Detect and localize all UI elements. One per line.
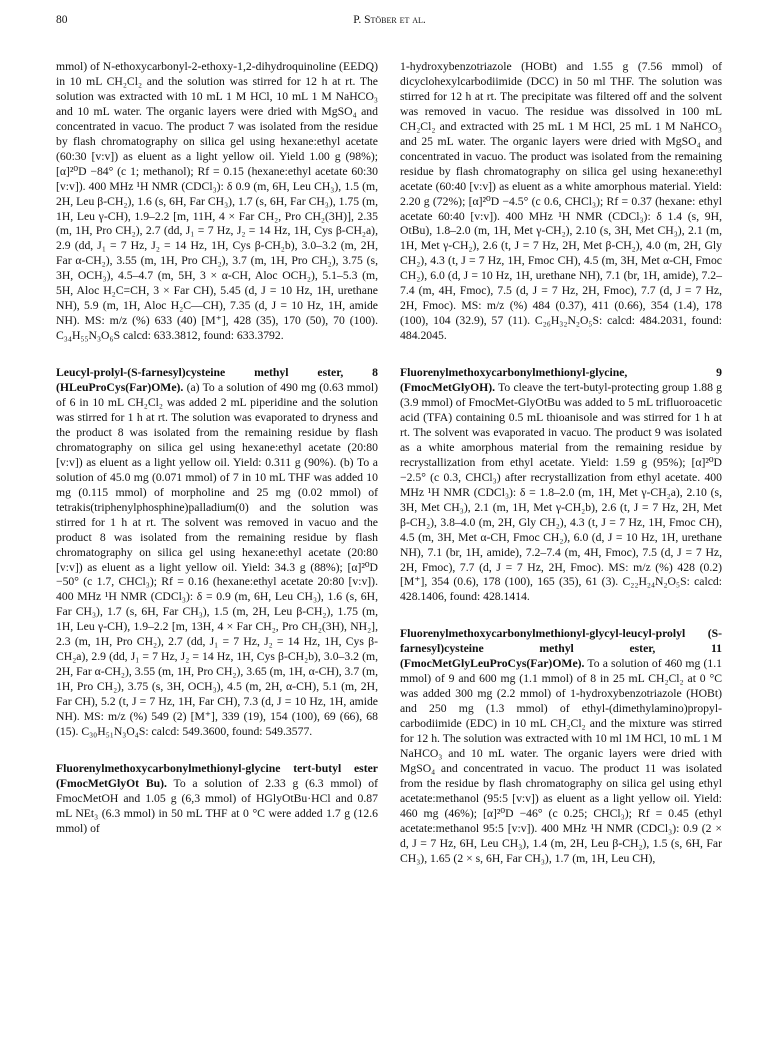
section-paragraph — [56, 366, 378, 740]
page-header — [56, 14, 723, 32]
running-title: P. Stöber et al. — [353, 14, 426, 26]
paragraph-text: To a solution of 460 mg (1.1 mmol) of 9 and 600 mg (1.1 mmol) of 8 in 25 mL CH₂Cl₂ at 0 °C was added 300 mg (2.2 mmol) of 1-hydroxybenzotriazole (HOBt) and 250 mg (1.3 mmol) of ethyl-(dimethylamino)propyl-carbodiimide (EDC) in 10 mL CH₂Cl₂ and the mixture was stirred for 12 h. The solution was extracted with 10 ml 1M HCl, 10 mL 1 M NaHCO₃ and 10 mL water. The organic layers were dried with MgSO₄ and concentrated in vacuo. The product 11 was isolated from the residue by flash chromatography on silica gel using ethyl acetate:methanol (95:5 [v:v]) as eluent as a light yellow oil. Yield: 460 mg (46%); [α]²⁰D −46° (c 0.25; CHCl₃); Rf = 0.45 (ethyl acetate:methanol 95:5 [v:v]). 400 MHz ¹H NMR (CDCl₃): 0.9 (2 × d, J = 7 Hz, 6H, Leu CH₃), 1.4 (m, 2H, Leu β-CH₂), 1.5 (s, 6H, Far CH₃), 1.65 (2 × s, 6H, Far CH₃), 1.7 (m, 1H, Leu CH), — [400, 657, 722, 865]
section-title: Leucyl-prolyl-(S-farnesyl)cysteine methyl ester, 8 (HLeuProCys(Far)OMe). — [56, 366, 378, 395]
paragraph — [400, 60, 722, 344]
paragraph-text: 1-hydroxybenzotriazole (HOBt) and 1.55 g (7.56 mmol) of dicyclohexylcarbodiimide (DCC) in 50 ml THF. The solution was stirred for 12 h at rt. The precipitate was filtered off and the solvent was removed in vacuo. The residue was dissolved in 100 mL CH₂Cl₂ and extracted with 25 mL 1 M HCl, 25 mL 1 M NaHCO₃ and 25 mL water. The organic layers were dried with MgSO₄ and concentrated in vacuo. The product was isolated from the remaining residue by flash chromatography on silica gel using hexane:ethyl acetate (60:40 [v:v]) as eluent as a white amorphous material. Yield: 2.20 g (72%); [α]²⁰D −4.5° (c 0.6, CHCl₃); Rf = 0.37 (hexane: ethyl acetate 60:40 [v:v]). 400 MHz ¹H NMR (CDCl₃): δ 1.4 (s, 9H, OtBu), 1.8–2.0 (m, 1H, Met γ-CH₂), 2.10 (s, 3H, Met CH₃), 2.1 (m, 1H, Met γ-CH₂), 2.6 (t, J = 7 Hz, 2H, Met β-CH₂), 4.0 (m, 2H, Gly CH₂), 4.3 (t, J = 7 Hz, 1H, Fmoc CH), 4.5 (m, 3H, Met α-CH, Fmoc CH₂), 6.0 (d, J = 10 Hz, 1H, urethane NH), 7.1 (br, 1H, amide), 7.2–7.4 (m, 4H, Fmoc), 7.5 (d, J = 7 Hz, 2H, Fmoc), 7.7 (d, J = 7 Hz, 2H, Fmoc). MS: m/z (%) 484 (0.37), 411 (0.66), 354 (1.4), 178 (100), 104 (32.9), 57 (11). C₂₆H₃₂N₂O₅S: calcd: 484.2031, found: 484.2045. — [400, 60, 722, 343]
paragraph — [56, 60, 378, 344]
right-column — [400, 60, 722, 867]
section-title: Fluorenylmethoxycarbonylmethionyl-glycine tert-butyl ester (FmocMetGlyOt Bu). — [56, 761, 378, 790]
section-paragraph — [400, 627, 722, 866]
section-paragraph — [400, 366, 722, 605]
paragraph-text: mmol) of N-ethoxycarbonyl-2-ethoxy-1,2-dihydroquinoline (EEDQ) in 10 mL CH₂Cl₂ and the solution was stirred for 12 h at rt. The solution was extracted with 10 mL 1 M HCl, 10 mL 1 M NaHCO₃ and 10 mL water. The organic layers were dried with MgSO₄ and concentrated in vacuo. The product 7 was isolated from the residue by flash chromatography on silica gel using hexane:ethyl acetate (60:30 [v:v]) as eluent as a light yellow oil. Yield 1.00 g (98%); [α]²⁰D −84° (c 1; methanol); Rf = 0.15 (hexane:ethyl acetate 60:30 [v:v]). 400 MHz ¹H NMR (CDCl₃): δ 0.9 (m, 6H, Leu CH₃), 1.5 (m, 2H, Leu β-CH₂), 1.6 (s, 6H, Far CH₃), 1.7 (s, 6H, Far CH₃), 1.75 (m, 1H, Leu γ-CH), 1.9–2.2 [m, 11H, 4 × Far CH₂, Pro CH₂(3H)], 2.35 (m, 1H, Pro CH₂), 2.7 (dd, J₁ = 7 Hz, J₂ = 14 Hz, 1H, Cys β-CH₂a), 2.9 (dd, J₁ = 7 Hz, J₂ = 14 Hz, 1H, Cys β-CH₂b), 3.0–3.2 (m, 2H, Far α-CH₂), 3.55 (m, 1H, Pro CH₂), 3.7 (m, 1H, Pro CH₂), 3.75 (s, 3H, OCH₃), 4.5–4.7 (m, 5H, 3 × α-CH, Aloc OCH₂), 5.1–5.3 (m, 5H, Aloc H₂C=CH, 3 × Far CH), 5.45 (d, J = 10 Hz, 1H, urethane NH), 5.9 (m, 1H, Aloc H₂C—CH), 7.35 (d, J = 10 Hz, 1H, amide NH). MS: m/z (%) 633 (40) [M⁺], 428 (35), 170 (50), 70 (100). C₃₄H₅₅N₃O₆S calcd: 633.3812, found: 633.3792. — [56, 60, 378, 343]
page-number: 80 — [56, 14, 68, 26]
section-paragraph — [56, 762, 378, 837]
left-column — [56, 60, 378, 837]
paragraph-text: (a) To a solution of 490 mg (0.63 mmol) of 6 in 10 mL CH₂Cl₂ was added 2 mL piperidine and the solution was stirred for 1 h at rt. The solution was evaporated to dryness and the product 8 was isolated from the remaining residue by flash chromatography on silica gel using hexane:ethyl acetate (20:80 [v:v]) as eluent as a light yellow oil. Yield: 0.311 g (90%). (b) To a solution of 45.0 mg (0.071 mmol) of 7 in 10 mL THF was added 10 mg (0.115 mmol) of morpholine and 25 mg (0.02 mmol) of tetrakis(triphenylphosphine)palladium(0) and the solution was stirred for 1 h at rt. The solvent was removed in vacuo and the product 8 was isolated from the remaining residue by flash chromatography on silica gel using hexane:ethyl acetate (20:80 [v:v]) as eluent as a light yellow oil. Yield: 34.3 g (88%); [α]²⁰D −50° (c 1.7, CHCl₃); Rf = 0.16 (hexane:ethyl acetate 20:80 [v:v]). 400 MHz ¹H NMR (CDCl₃): δ = 0.9 (m, 6H, Leu CH₃), 1.6 (s, 6H, Far CH₃), 1.7 (s, 6H, Far CH₃), 1.5 (m, 2H, Leu β-CH₂), 1.75 (m, 1H, Leu γ-CH), 1.9–2.2 [m, 13H, 4 × Far CH₂, Pro CH₂(3H), NH₂], 2.3 (m, 1H, Pro CH₂), 2.7 (dd, J₁ = 7 Hz, J₂ = 14 Hz, 1H, Cys β-CH₂a), 2.9 (dd, J₁ = 7 Hz, J₂ = 14 Hz, 1H, Cys β-CH₂b), 3.0–3.2 (m, 2H, Far α-CH₂), 3.55 (m, 1H, Pro CH₂), 3.65 (m, 1H, α-CH), 3.7 (m, 1H, Pro CH₂), 3.75 (s, 3H, OCH₃), 4.5 (m, 2H, α-CH), 5.1 (m, 2H, Far CH), 5.2 (t, J = 7 Hz, 1H, Far CH), 7.3 (d, J = 10 Hz, 1H, amide NH). MS: m/z (%) 549 (2) [M⁺], 339 (19), 154 (100), 69 (66), 68 (15). C₃₀H₅₁N₃O₄S: calcd: 549.3600, found: 549.3577. — [56, 381, 379, 738]
section-title: Fluorenylmethoxycarbonylmethionyl-glycine, 9 (FmocMetGlyOH). — [400, 366, 722, 395]
section-title: Fluorenylmethoxycarbonylmethionyl-glycyl-leucyl-prolyl (S-farnesyl)cysteine methyl ester, 11 (FmocMetGlyLeuProCys(Far)OMe). — [400, 627, 722, 671]
paragraph-text: To a solution of 2.33 g (6.3 mmol) of FmocMetOH and 1.05 g (6,3 mmol) of HGlyOtBu·HCl and 0.87 mL NEt₃ (6.3 mmol) in 50 mL THF at 0 °C were added 1.7 g (12.6 mmol) of — [56, 776, 379, 835]
paragraph-text: To cleave the tert-butyl-protecting group 1.88 g (3.9 mmol) of FmocMet-GlyOtBu was added to 5 mL trifluoroacetic acid (TFA) containing 0.5 mL thioanisole and was stirred for 1 h at rt. The solvent was evaporated in vacuo. The product 9 was isolated as a white amorphous material from the remaining residue by recrystallization from ethyl acetate. Yield: 1.59 g (95%); [α]²⁰D −2.5° (c 0.3, CHCl₃) after recrystallization from ethyl acetate. 400 MHz ¹H NMR (CDCl₃): δ = 1.8–2.0 (m, 1H, Met γ-CH₂a), 2.10 (s, 3H, Met CH₃), 2.1 (m, 1H, Met γ-CH₂b), 2.6 (t, J = 7 Hz, 2H, Met β-CH₂), 3.8–4.0 (m, 2H, Gly CH₂), 4.3 (t, J = 7 Hz, 1H, Fmoc CH), 4.5 (m, 3H, Met α-CH, Fmoc CH₂), 6.0 (d, J = 10 Hz, 1H, urethane NH), 7.1 (br, 1H, amide), 7.2–7.4 (m, 4H, Fmoc), 7.5 (d, J = 7 Hz, 2H, Fmoc), 7.7 (d, J = 7 Hz, 2H, Fmoc). MS: m/z (%) 428 (0.2) [M⁺], 354 (0.6), 178 (100), 165 (35), 61 (3). C₂₂H₂₄N₂O₅S: calcd: 428.1406, found: 428.1414. — [400, 381, 722, 604]
